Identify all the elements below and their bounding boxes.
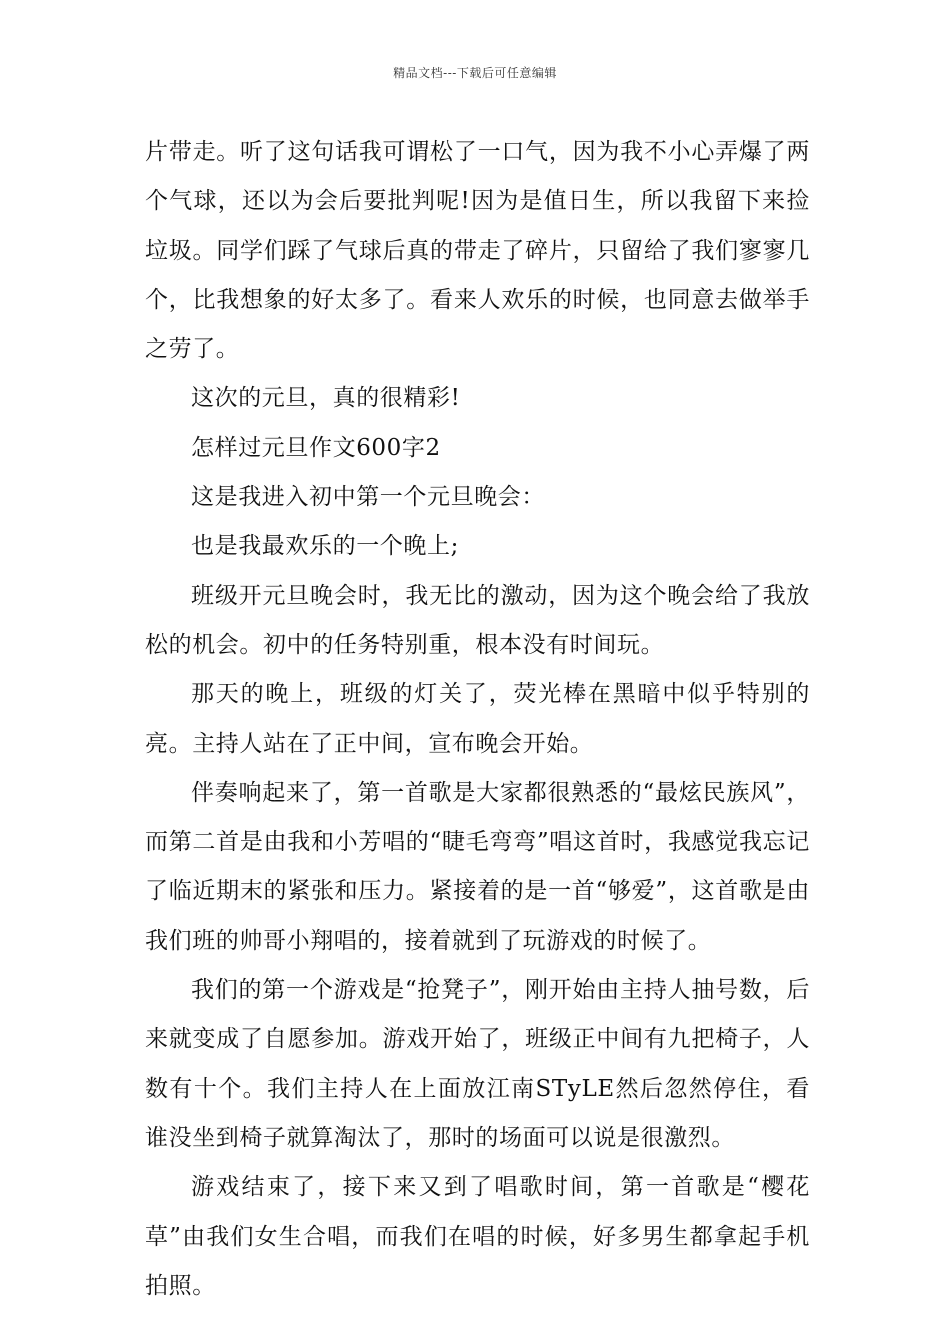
paragraph-5: 也是我最欢乐的一个晚上; [191,533,459,560]
paragraph-7: 那天的晚上，班级的灯关了，荧光棒在黑暗中似乎特别的亮。主持人站在了正中间，宣布晚会开始。 [145,681,810,757]
paragraph-2: 这次的元旦，真的很精彩! [191,385,461,412]
document-body [145,128,810,1311]
essay-title: 怎样过元旦作文600字2 [191,434,441,461]
page-header: 精品文档---下载后可任意编辑 [393,66,557,80]
paragraph-10: 游戏结束了，接下来又到了唱歌时间，第一首歌是“樱花草”由我们女生合唱，而我们在唱的时候，好多男生都拿起手机拍照。 [145,1174,810,1299]
paragraph-4: 这是我进入初中第一个元旦晚会： [191,484,545,511]
paragraph-9: 我们的第一个游戏是“抢凳子”，刚开始由主持人抽号数，后来就变成了自愿参加。游戏开始了，班级正中间有九把椅子，人数有十个。我们主持人在上面放江南STyLE然后忽然停住，看谁没坐到椅子就算淘汰了，那时的场面可以说是很激烈。 [145,977,810,1151]
paragraph-1: 片带走。听了这句话我可谓松了一口气，因为我不小心弄爆了两个气球，还以为会后要批判呢!因为是值日生，所以我留下来捡垃圾。同学们踩了气球后真的带走了碎片，只留给了我们寥寥几个，比我想象的好太多了。看来人欢乐的时候，也同意去做举手之劳了。 [145,139,810,363]
paragraph-8: 伴奏响起来了，第一首歌是大家都很熟悉的“最炫民族风”，而第二首是由我和小芳唱的“睫毛弯弯”唱这首时，我感觉我忘记了临近期末的紧张和压力。紧接着的是一首“够爱”，这首歌是由我们班的帅哥小翔唱的，接着就到了玩游戏的时候了。 [145,779,810,954]
paragraph-6: 班级开元旦晚会时，我无比的激动，因为这个晚会给了我放松的机会。初中的任务特别重，根本没有时间玩。 [145,582,810,658]
